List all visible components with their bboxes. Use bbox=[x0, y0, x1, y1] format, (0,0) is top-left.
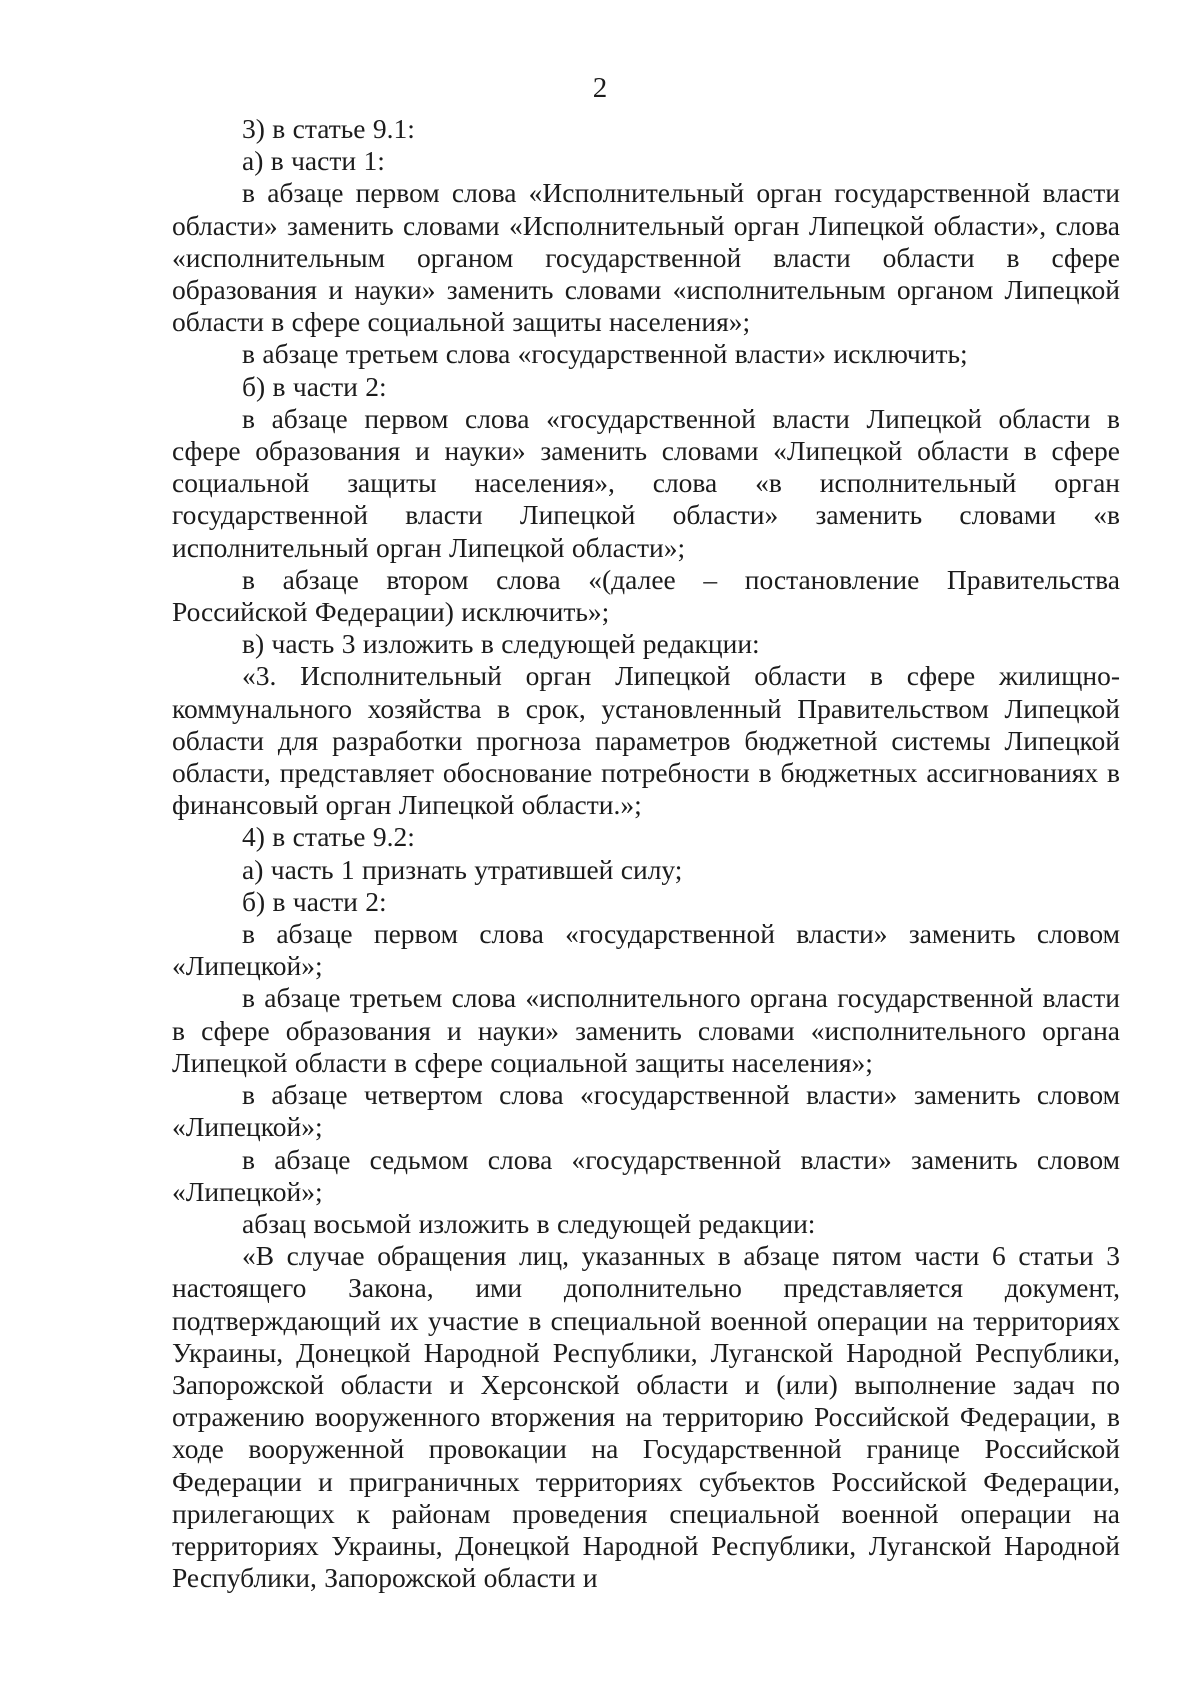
paragraph-part-2-heading: б) в части 2: bbox=[242, 885, 387, 917]
paragraph-new-text: «В случае обращения лиц, указанных в абзаце пятом части 6 статьи 3 настоящего Закона, ими дополнительно представляется документ, подтверждающий их участие в специальной военной операции на территориях Украины, Донецкой Народной Республики, Луганской Народной Республики, Запорожской области и Херсонской области и (или) выполнение задач по отражению вооруженного вторжения на территорию Российской Федерации, в ходе вооруженной провокации на Государственной границе Российской Федерации и приграничных территориях субъектов Российской Федерации, прилегающих к районам проведения специальной военной операции на территориях Украины, Донецкой Народной Республики, Луганской Народной Республики, Запорожской области и bbox=[172, 1240, 1120, 1594]
paragraph-part-3-heading: в) часть 3 изложить в следующей редакции: bbox=[242, 628, 760, 660]
paragraph-amendment: в абзаце седьмом слова «государственной власти» заменить словом «Липецкой»; bbox=[172, 1143, 1120, 1207]
paragraph-amendment: а) часть 1 признать утратившей силу; bbox=[242, 853, 683, 885]
paragraph-part-2-heading: б) в части 2: bbox=[242, 370, 387, 402]
paragraph-part-1-heading: а) в части 1: bbox=[242, 145, 385, 177]
paragraph-article-9-1-heading: 3) в статье 9.1: bbox=[242, 113, 415, 144]
paragraph-amendment: в абзаце первом слова «государственной власти Липецкой области в сфере образования и науки» заменить словами «Липецкой области в сфере социальной защиты населения», слова «в исполнительный орган государственной власти Липецкой области» заменить словами «в исполнительный орган Липецкой области»; bbox=[172, 402, 1120, 563]
paragraph-amendment: в абзаце третьем слова «государственной власти» исключить; bbox=[242, 338, 968, 370]
paragraph-amendment: абзац восьмой изложить в следующей редакции: bbox=[242, 1207, 816, 1239]
paragraph-new-text: «3. Исполнительный орган Липецкой области в сфере жилищно-коммунального хозяйства в срок, установленный Правительством Липецкой области для разработки прогноза параметров бюджетной системы Липецкой области, представляет обоснование потребности в бюджетных ассигнованиях в финансовый орган Липецкой области.»; bbox=[172, 660, 1120, 821]
document-body bbox=[172, 113, 1120, 1594]
paragraph-article-9-2-heading: 4) в статье 9.2: bbox=[242, 821, 415, 853]
paragraph-amendment: в абзаце первом слова «государственной власти» заменить словом «Липецкой»; bbox=[172, 918, 1120, 982]
paragraph-amendment: в абзаце втором слова «(далее – постановление Правительства Российской Федерации) исключить»; bbox=[172, 563, 1120, 628]
page-number: 2 bbox=[592, 72, 608, 104]
paragraph-amendment: в абзаце четвертом слова «государственной власти» заменить словом «Липецкой»; bbox=[172, 1079, 1120, 1143]
paragraph-amendment: в абзаце третьем слова «исполнительного органа государственной власти в сфере образования и науки» заменить словами «исполнительного органа Липецкой области в сфере социальной защиты населения»; bbox=[172, 982, 1120, 1078]
paragraph-amendment: в абзаце первом слова «Исполнительный орган государственной власти области» заменить словами «Исполнительный орган Липецкой области», слова «исполнительным органом государственной власти области в сфере образования и науки» заменить словами «исполнительным органом Липецкой области в сфере социальной защиты населения»; bbox=[172, 177, 1120, 338]
